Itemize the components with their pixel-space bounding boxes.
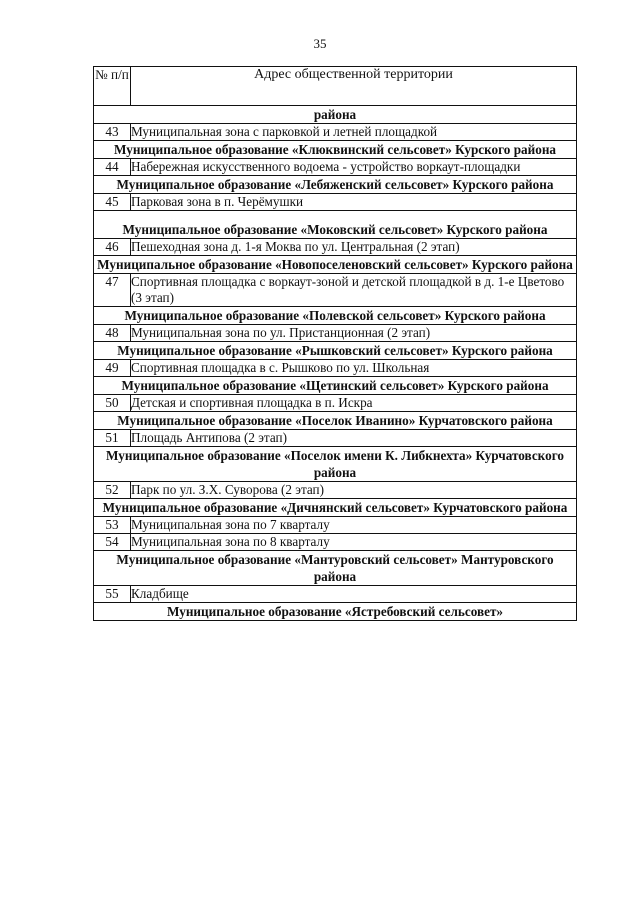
row-number: 51 xyxy=(94,430,131,447)
territory-address: Муниципальная зона с парковкой и летней площадкой xyxy=(131,124,577,141)
municipality-group-row xyxy=(94,256,577,274)
territory-row xyxy=(94,517,577,534)
territory-row xyxy=(94,325,577,342)
municipality-name: Муниципальное образование «Поселок имени К. Либкнехта» Курчатовского района xyxy=(94,447,577,482)
territory-address: Муниципальная зона по ул. Пристанционная (2 этап) xyxy=(131,325,577,342)
territory-address: Муниципальная зона по 7 кварталу xyxy=(131,517,577,534)
row-number: 47 xyxy=(94,274,131,307)
municipality-group-row xyxy=(94,141,577,159)
row-number: 46 xyxy=(94,239,131,256)
row-number: 50 xyxy=(94,395,131,412)
territory-row xyxy=(94,194,577,211)
territory-row xyxy=(94,360,577,377)
territory-row xyxy=(94,239,577,256)
territory-row xyxy=(94,534,577,551)
territory-address: Спортивная площадка в с. Рышково по ул. Школьная xyxy=(131,360,577,377)
table-header-row xyxy=(94,67,577,106)
territory-address: Кладбище xyxy=(131,586,577,603)
row-number: 45 xyxy=(94,194,131,211)
municipality-group-row xyxy=(94,377,577,395)
municipality-group-row xyxy=(94,307,577,325)
municipality-group-row xyxy=(94,211,577,239)
municipality-name: Муниципальное образование «Ястребовский сельсовет» xyxy=(94,603,577,621)
municipality-name: Муниципальное образование «Лебяженский сельсовет» Курского района xyxy=(94,176,577,194)
municipality-name: Муниципальное образование «Щетинский сельсовет» Курского района xyxy=(94,377,577,395)
territory-row xyxy=(94,395,577,412)
municipality-group-row xyxy=(94,176,577,194)
row-number: 48 xyxy=(94,325,131,342)
table-body xyxy=(94,106,577,621)
row-number: 54 xyxy=(94,534,131,551)
municipality-name: Муниципальное образование «Клюквинский сельсовет» Курского района xyxy=(94,141,577,159)
header-number: № п/п xyxy=(94,67,131,106)
territory-address: Парк по ул. З.Х. Суворова (2 этап) xyxy=(131,482,577,499)
page-number: 35 xyxy=(313,36,327,51)
territory-address: Муниципальная зона по 8 кварталу xyxy=(131,534,577,551)
territory-address: Спортивная площадка с воркаут-зоной и детской площадкой в д. 1-е Цветово (3 этап) xyxy=(131,274,577,307)
municipality-group-row xyxy=(94,551,577,586)
municipality-group-row xyxy=(94,603,577,621)
row-number: 49 xyxy=(94,360,131,377)
municipality-name: Муниципальное образование «Полевской сельсовет» Курского района xyxy=(94,307,577,325)
territory-table xyxy=(93,66,577,621)
territory-address: Детская и спортивная площадка в п. Искра xyxy=(131,395,577,412)
municipality-name: Муниципальное образование «Поселок Иванино» Курчатовского района xyxy=(94,412,577,430)
territory-address: Парковая зона в п. Черёмушки xyxy=(131,194,577,211)
header-address: Адрес общественной территории xyxy=(131,67,577,106)
municipality-group-row xyxy=(94,342,577,360)
territory-address: Пешеходная зона д. 1-я Моква по ул. Центральная (2 этап) xyxy=(131,239,577,256)
municipality-group-row xyxy=(94,499,577,517)
municipality-name: района xyxy=(94,106,577,124)
municipality-name: Муниципальное образование «Дичнянский сельсовет» Курчатовского района xyxy=(94,499,577,517)
row-number: 53 xyxy=(94,517,131,534)
municipality-name: Муниципальное образование «Рышковский сельсовет» Курского района xyxy=(94,342,577,360)
row-number: 44 xyxy=(94,159,131,176)
municipality-name: Муниципальное образование «Новопоселеновский сельсовет» Курского района xyxy=(94,256,577,274)
territory-row xyxy=(94,124,577,141)
territory-address: Площадь Антипова (2 этап) xyxy=(131,430,577,447)
row-number: 43 xyxy=(94,124,131,141)
territory-row xyxy=(94,430,577,447)
territory-row xyxy=(94,274,577,307)
municipality-group-row xyxy=(94,106,577,124)
municipality-group-row xyxy=(94,412,577,430)
territory-row xyxy=(94,159,577,176)
row-number: 52 xyxy=(94,482,131,499)
municipality-name: Муниципальное образование «Мантуровский сельсовет» Мантуровского района xyxy=(94,551,577,586)
territory-row xyxy=(94,586,577,603)
row-number: 55 xyxy=(94,586,131,603)
municipality-group-row xyxy=(94,447,577,482)
territory-row xyxy=(94,482,577,499)
municipality-name: Муниципальное образование «Моковский сельсовет» Курского района xyxy=(94,211,577,239)
territory-address: Набережная искусственного водоема - устройство воркаут-площадки xyxy=(131,159,577,176)
